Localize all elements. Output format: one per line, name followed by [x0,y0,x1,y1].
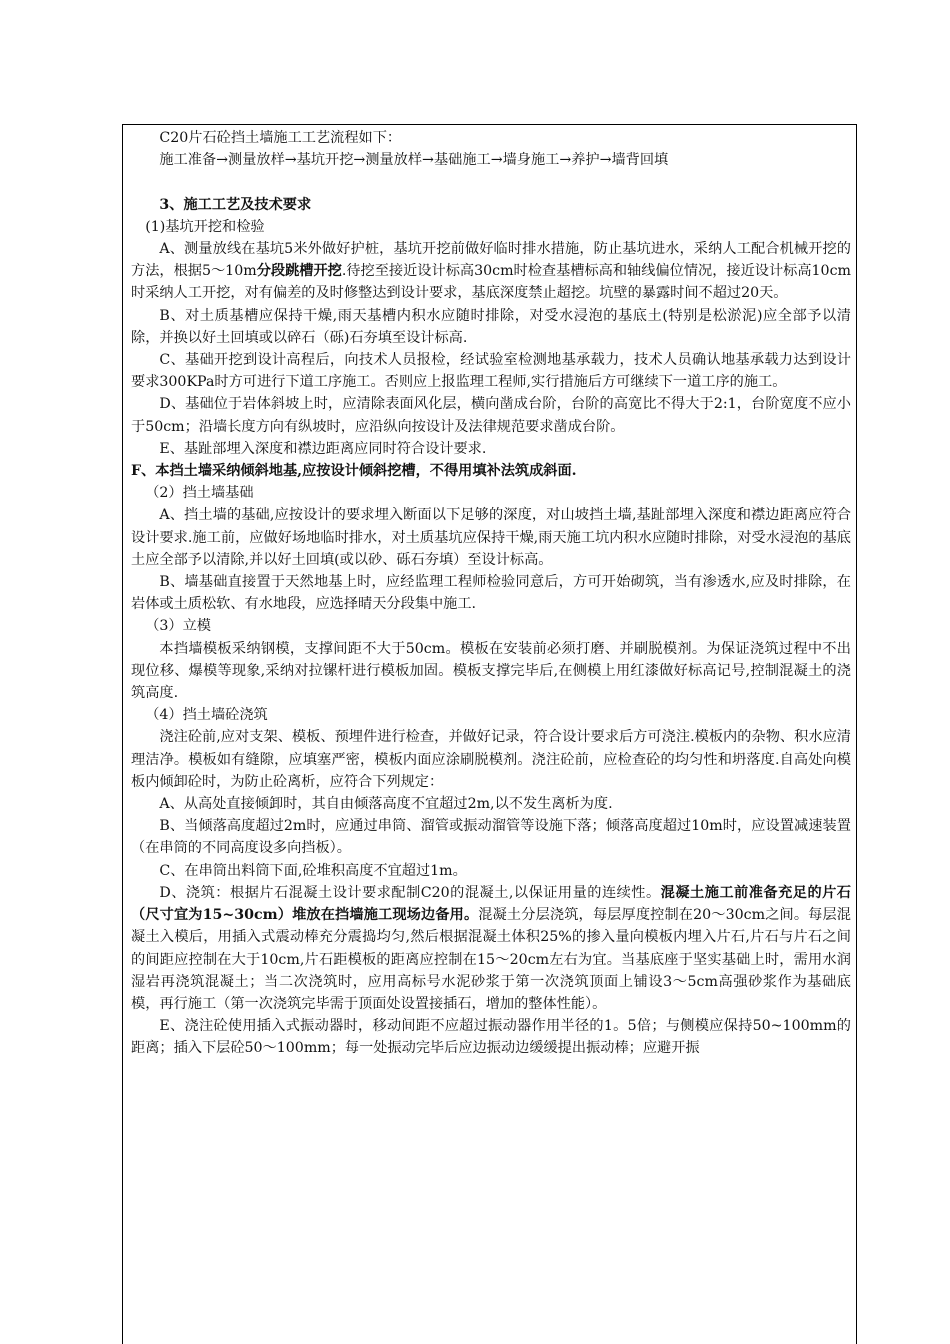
section-heading: 3、施工工艺及技术要求 [159,196,312,213]
paragraph-e: E、基趾部埋入深度和襟边距离应同时符合设计要求. [159,440,487,457]
foundation-b: B、墙基础直接置于天然地基上时，应经监理工程师检验同意后，方可开始砌筑，当有渗透水,应及时排除，在岩体或土质松软、有水地段，应选择晴天分段集中施工. [131,574,851,613]
pour-intro: 浇注砼前,应对支架、模板、预埋件进行检查，并做好记录，符合设计要求后方可浇注.模板内的杂物、积水应清理洁净。模板如有缝隙，应填塞严密，模板内面应涂刷脱模剂。浇注砼前，应检查砼的均匀性和坍落度.自高处向模板内倾卸砼时，为防止砼离析，应符合下列规定： [131,729,851,790]
pour-c: C、在串筒出料筒下面,砼堆积高度不宜超过1m。 [159,862,467,879]
paragraph-b: B、对土质基槽应保持干燥,雨天基槽内积水应随时排除，对受水浸泡的基底土(特别是松淤泥)应全部予以清除，并换以好土回填或以碎石（砾)石夯填至设计标高. [131,307,851,346]
document-body [131,127,851,1060]
subsection-4: （4）挡土墙砼浇筑 [145,707,268,724]
flow-intro: C20片石砼挡土墙施工工艺流程如下： [159,130,402,146]
subsection-3: （3）立模 [145,618,211,635]
pour-d: D、浇筑：根据片石混凝土设计要求配制C20的混凝土,以保证用量的连续性。混凝土施工前准备充足的片石（尺寸宜为15~30cm）堆放在挡墙施工现场边备用。混凝土分层浇筑，每层厚度控制在20～30cm之间。每层混凝土入模后，用插入式震动棒充分震捣均匀,然后根据混凝土体积25%的掺入量向模板内埋入片石,片石与片石之间的间距应控制在大于10cm,片石距模板的距离应控制在15～20cm左右为宜。当基底座于坚实基础上时，需用水润湿岩再浇筑混凝土；当二次浇筑时，应用高标号水泥砂浆于第一次浇筑顶面上铺设3～5cm高强砂浆作为基础底模，再行施工（第一次浇筑完毕需于顶面处设置接插石，增加的整体性能）。 [131,884,851,1012]
paragraph-a: A、测量放线在基坑5米外做好护桩，基坑开挖前做好临时排水措施，防止基坑进水，采纳人工配合机械开挖的方法，根据5～10m分段跳槽开挖.待挖至接近设计标高30cm时检查基槽标高和轴线偏位情况，接近设计标高10cm时采纳人工开挖，对有偏差的及时修整达到设计要求，基底深度禁止超挖。坑壁的暴露时间不超过20天。 [131,241,851,302]
subsection-2: （2）挡土墙基础 [145,485,254,502]
paragraph-f: F、本挡土墙采纳倾斜地基,应按设计倾斜挖槽，不得用填补法筑成斜面. [131,463,577,480]
flow-steps: 施工准备→测量放样→基坑开挖→测量放样→基础施工→墙身施工→养护→墙背回填 [159,152,669,169]
paragraph-c: C、基础开挖到设计高程后，向技术人员报检，经试验室检测地基承载力，技术人员确认地基承载力达到设计要求300KPa时方可进行下道工序施工。否则应上报监理工程师,实行措施后方可继续下一道工序的施工。 [131,352,851,391]
pour-b: B、当倾落高度超过2m时，应通过串筒、溜管或振动溜管等设施下落；倾落高度超过10m时，应设置减速装置（在串筒的不同高度设多向挡板）。 [131,818,851,857]
pour-a: A、从高处直接倾卸时，其自由倾落高度不宜超过2m,以不发生离析为度. [159,796,613,813]
foundation-a: A、挡土墙的基础,应按设计的要求埋入断面以下足够的深度，对山坡挡土墙,基趾部埋入深度和襟边距离应符合设计要求.施工前，应做好场地临时排水，对土质基坑应保持干燥,雨天施工坑内积水应随时排除，对受水浸泡的基底土应全部予以清除,并以好土回填(或以砂、砾石夯填）至设计标高。 [131,507,851,568]
pour-e: E、浇注砼使用插入式振动器时，移动间距不应超过振动器作用半径的1。5倍；与侧模应保持50~100mm的距离；插入下层砼50～100mm；每一处振动完毕后应边振动边缓缓提出振动棒；应避开振 [131,1018,851,1057]
formwork-paragraph: 本挡墙模板采纳钢模，支撑间距不大于50cm。模板在安装前必须打磨、并刷脱模剂。为保证浇筑过程中不出现位移、爆模等现象,采纳对拉镙杆进行模板加固。模板支撑完毕后,在侧模上用红漆做好标高记号,控制混凝土的浇筑高度. [131,640,851,702]
subsection-1: (1)基坑开挖和检验 [145,218,265,235]
paragraph-d: D、基础位于岩体斜坡上时，应清除表面风化层，横向凿成台阶，台阶的高宽比不得大于2:1，台阶宽度不应小于50cm；沿墙长度方向有纵坡时，应沿纵向按设计及法律规范要求凿成台阶。 [131,396,851,435]
